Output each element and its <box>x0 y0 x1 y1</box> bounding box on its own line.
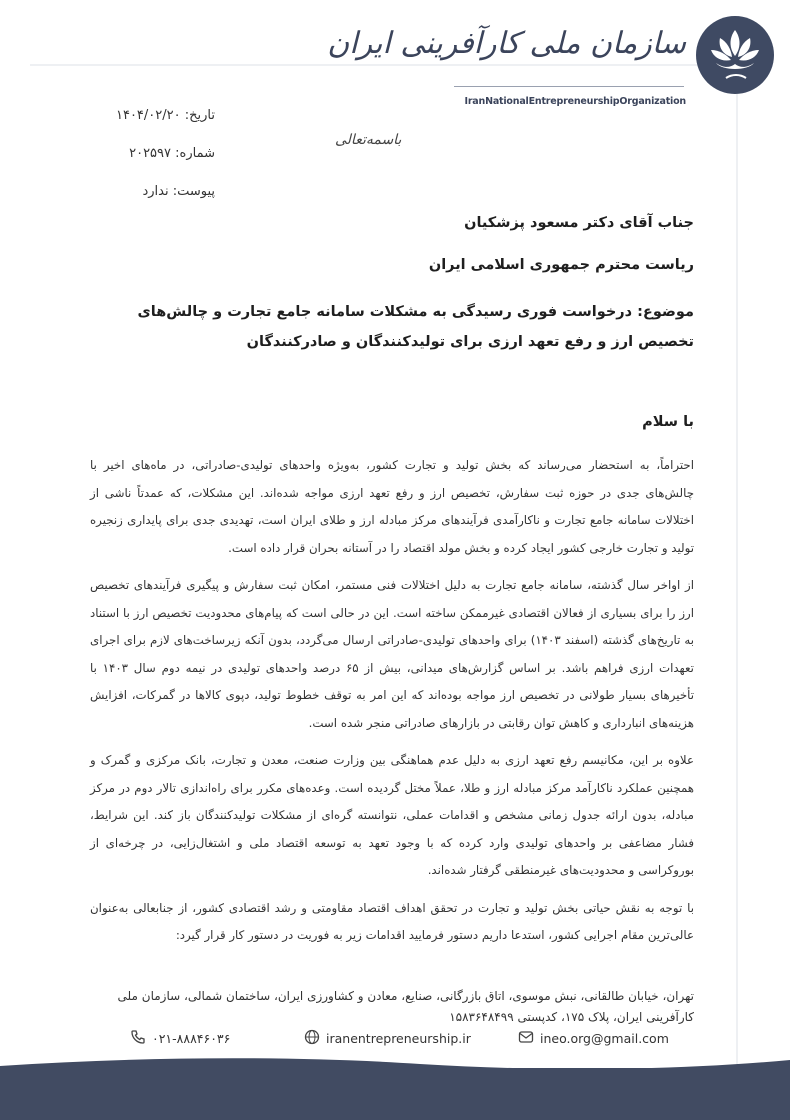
lotus-logo-icon <box>696 16 774 94</box>
body-paragraph: با توجه به نقش حیاتی بخش تولید و تجارت در تحقق اهداف اقتصاد مقاومتی و رشد اقتصادی کشور، از جنابعالی به‌عنوان عالی‌ترین مقام اجرایی کشور، استدعا داریم دستور فرمایید اقدامات زیر به فوریت در دستور کار قرار گیرد: <box>90 900 694 942</box>
org-name-en: IranNationalEntrepreneurshipOrganization <box>464 96 686 107</box>
org-name-fa: سازمان ملی کارآفرینی ایران <box>327 26 686 61</box>
recipient-name: جناب آقای دکتر مسعود پزشکیان <box>464 215 694 231</box>
letter-meta <box>95 103 215 217</box>
letter-date: تاریخ: ۱۴۰۴/۰۲/۲۰ <box>115 108 215 123</box>
footer-email[interactable] <box>518 1026 669 1050</box>
footer-address: تهران، خیابان طالقانی، نبش موسوی، اتاق بازرگانی، صنایع، معادن و کشاورزی ایران، ساختمان شمالی، سازمان ملی کارآفرینی ایران، پلاک ۱۷۵، کدپستی ۱۵۸۳۶۴۸۴۹۹ <box>117 989 694 1024</box>
body-paragraph: از اواخر سال گذشته، سامانه جامع تجارت به دلیل اختلالات فنی مستمر، امکان ثبت سفارش و پیگیری فرآیندهای تخصیص ارز را برای بسیاری از فعالان اقتصادی غیرممکن ساخته است. این در حالی است که پیام‌های محدودیت تخصیص ارز با استناد به تاریخ‌های گذشته (اسفند ۱۴۰۳) برای واحدهای تولیدی-صادراتی ارسال می‌گردد، بدون آنکه زیرساخت‌های لازم برای اجرای تعهدات ارزی فراهم باشد. بر اساس گزارش‌های میدانی، بیش از ۶۵ درصد واحدهای تولیدی در نیمه دوم سال ۱۴۰۳ با تأخیرهای بسیار طولانی در تخصیص ارز مواجه بوده‌اند که این امر به توقف خطوط تولید، دپوی کالاها در گمرکات، افزایش هزینه‌های انبارداری و کاهش توان رقابتی در بازارهای صادراتی منجر شده است. <box>90 578 694 730</box>
body-paragraph: احتراماً، به استحضار می‌رساند که بخش تولید و تجارت کشور، به‌ویژه واحدهای تولیدی-صادراتی، در ماه‌های اخیر با چالش‌های جدی در حوزه ثبت سفارش، تخصیص ارز و رفع تعهد ارزی مواجه شده‌اند. این مشکلات، که عمدتاً ناشی از اختلالات سامانه جامع تجارت و ناکارآمدی فرآیندهای مرکز مبادله ارز و طلای ایران است، تهدیدی جدی برای پایداری زنجیره تولید و تجارت خارجی کشور ایجاد کرده و بخش مولد اقتصاد را در آستانه بحران قرار داده است. <box>90 458 694 555</box>
org-logo <box>327 14 774 107</box>
letter-attachment: پیوست: ندارد <box>142 184 215 199</box>
phone-number: ۰۲۱-۸۸۸۴۶۰۳۶ <box>152 1030 231 1046</box>
recipient-title: ریاست محترم جمهوری اسلامی ایران <box>428 257 694 273</box>
footer-website[interactable] <box>304 1026 471 1050</box>
website-link[interactable]: iranentrepreneurship.ir <box>326 1030 471 1046</box>
footer-band <box>0 1068 790 1120</box>
footer-phone <box>130 1026 230 1050</box>
footer-contacts <box>130 1026 670 1050</box>
email-link[interactable]: ineo.org@gmail.com <box>540 1030 669 1046</box>
letter-body <box>90 452 694 960</box>
letter-number: شماره: ۲۰۲۵۹۷ <box>129 146 215 161</box>
basmala: باسمه‌تعالی <box>335 132 402 148</box>
letter-subject: موضوع: درخواست فوری رسیدگی به مشکلات سامانه جامع تجارت و چالش‌های تخصیص ارز و رفع تعهد ارزی برای تولیدکنندگان و صادرکنندگان <box>137 304 694 350</box>
phone-icon <box>130 1029 146 1048</box>
salutation: با سلام <box>642 414 694 430</box>
mail-icon <box>518 1029 534 1048</box>
globe-icon <box>304 1029 320 1048</box>
body-paragraph: علاوه بر این، مکانیسم رفع تعهد ارزی به دلیل عدم هماهنگی بین وزارت صنعت، معدن و تجارت، بانک مرکزی و گمرک و همچنین عملکرد ناکارآمد مرکز مبادله ارز و طلا، عملاً مختل گردیده است. وعده‌های مکرر برای راه‌اندازی تالار دوم در مرکز مبادله، بدون ارائه جدول زمانی مشخص و اقدامات عملی، نتوانسته گره‌ای از مشکلات تولیدکنندگان باز کند. این شرایط، فشار مضاعفی بر واحدهای تولیدی وارد کرده که با وجود تعهد به توسعه اقتصاد ملی و اشتغال‌زایی، در چرخه‌ای از بوروکراسی و محدودیت‌های غیرمنطقی گرفتار شده‌اند. <box>90 753 694 877</box>
logo-divider <box>454 86 684 87</box>
